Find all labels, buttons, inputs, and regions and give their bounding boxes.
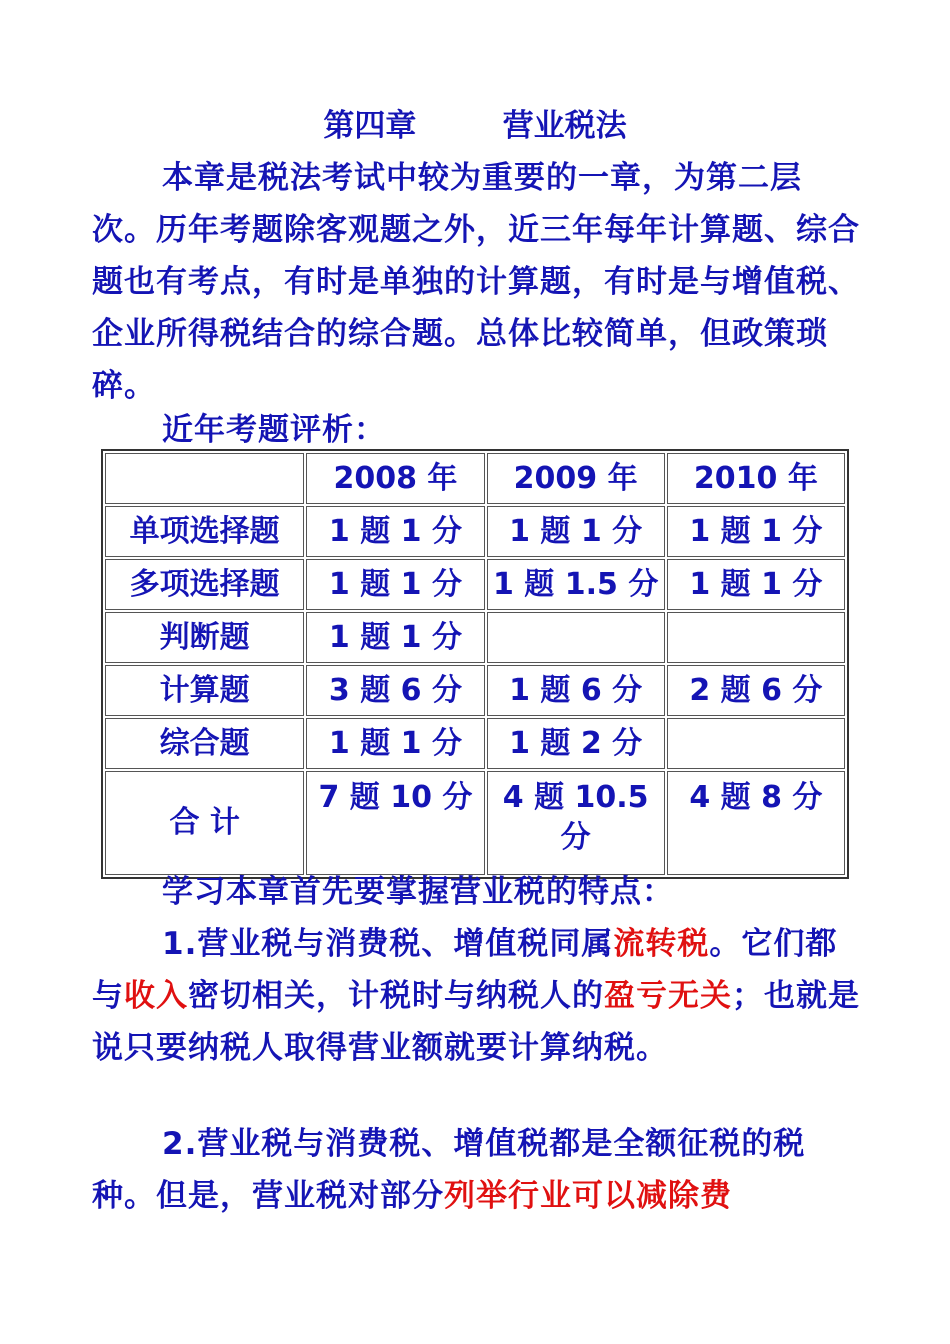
table-cell — [487, 612, 665, 663]
table-cell — [667, 612, 845, 663]
table-cell: 4 题 8 分 — [667, 771, 845, 875]
table-row-label: 单项选择题 — [105, 506, 304, 557]
point1-highlight-income: 收入 — [124, 978, 188, 1014]
point1-text-e: 密切相关，计税时与纳税人的 — [188, 978, 604, 1014]
table-cell: 1 题 1.5 分 — [487, 559, 665, 610]
table-cell: 1 题 1 分 — [306, 612, 484, 663]
table-row — [105, 665, 845, 716]
table-row — [105, 506, 845, 557]
point2-text-a: 2.营业税与消费税、增值税都是全额征税的税种。但是，营业税对部分 — [92, 1126, 806, 1214]
table-header-cell: 2008 年 — [306, 453, 484, 504]
table-row-label: 合 计 — [105, 771, 304, 875]
table-cell: 4 题 10.5 分 — [487, 771, 665, 875]
table-cell: 1 题 1 分 — [667, 559, 845, 610]
table-row-label: 计算题 — [105, 665, 304, 716]
table-row — [105, 718, 845, 769]
feature-point-2 — [92, 1118, 862, 1222]
intro-paragraph: 本章是税法考试中较为重要的一章，为第二层次。历年考题除客观题之外，近三年每年计算题、综合题也有考点，有时是单独的计算题，有时是与增值税、企业所得税结合的综合题。总体比较简单，但政策琐碎。 — [92, 160, 860, 404]
features-heading: 学习本章首先要掌握营业税的特点： — [162, 874, 674, 910]
point1-highlight-turnover-tax: 流转税 — [613, 926, 710, 962]
table-cell: 1 题 1 分 — [306, 559, 484, 610]
table-header-cell: 2009 年 — [487, 453, 665, 504]
point1-highlight-profit-loss: 盈亏无关 — [604, 978, 732, 1014]
table-cell: 1 题 1 分 — [487, 506, 665, 557]
table-row-label: 综合题 — [105, 718, 304, 769]
table-cell: 2 题 6 分 — [667, 665, 845, 716]
point1-text-c: 。它们都与 — [92, 926, 838, 1014]
feature-point-1 — [92, 918, 862, 1074]
table-caption: 近年考题评析： — [162, 412, 386, 448]
point1-text-a: 1.营业税与消费税、增值税同属 — [162, 926, 614, 962]
chapter-title: 第四章 营业税法 — [323, 108, 627, 144]
table-cell: 3 题 6 分 — [306, 665, 484, 716]
table-header-cell: 2010 年 — [667, 453, 845, 504]
table-row-label: 多项选择题 — [105, 559, 304, 610]
table-row — [105, 612, 845, 663]
point1-text-g: ；也就是说只要纳税人取得营业额就要计算纳税。 — [92, 978, 860, 1066]
table-row — [105, 559, 845, 610]
table-row — [105, 771, 845, 875]
exam-stats-table — [101, 449, 849, 879]
table-cell: 1 题 1 分 — [667, 506, 845, 557]
table-cell: 1 题 1 分 — [306, 506, 484, 557]
table-cell — [667, 718, 845, 769]
table-cell: 1 题 1 分 — [306, 718, 484, 769]
table-header-row — [105, 453, 845, 504]
table-cell: 1 题 6 分 — [487, 665, 665, 716]
point2-highlight-industries: 列举行业可以减除费 — [444, 1178, 732, 1214]
table-cell: 7 题 10 分 — [306, 771, 484, 875]
table-row-label: 判断题 — [105, 612, 304, 663]
table-header-cell — [105, 453, 304, 504]
table-cell: 1 题 2 分 — [487, 718, 665, 769]
